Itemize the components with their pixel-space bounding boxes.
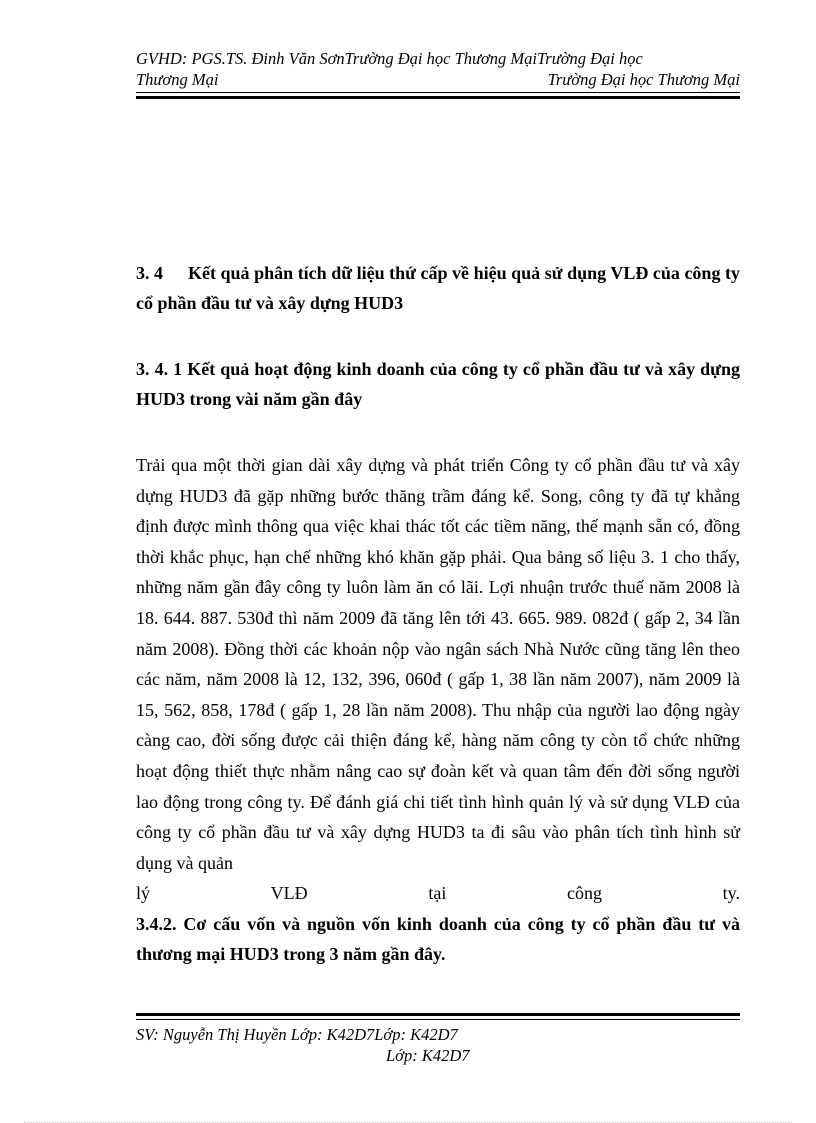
footer-rule-thin bbox=[136, 1019, 740, 1020]
header-rule-thin bbox=[136, 92, 740, 93]
footer-line-1: SV: Nguyễn Thị Huyền Lớp: K42D7Lớp: K42D7 bbox=[136, 1025, 458, 1044]
last-line-word: lý bbox=[136, 883, 151, 904]
last-line-word: VLĐ bbox=[270, 883, 308, 904]
body-paragraph bbox=[136, 450, 740, 969]
section-3-4-number: 3. 4 bbox=[136, 263, 163, 283]
section-3-4-1-heading bbox=[136, 354, 740, 414]
footer-line-2: Lớp: K42D7 bbox=[386, 1046, 470, 1065]
last-line-word: ty. bbox=[722, 883, 740, 904]
section-3-4-2-title: 3.4.2. Cơ cấu vốn và nguồn vốn kinh doanh của công ty cổ phần đầu tư và thương mại HUD3 trong 3 năm gần đây. bbox=[136, 913, 740, 964]
footer-rule-thick bbox=[136, 1013, 740, 1016]
header-line-2 bbox=[136, 69, 740, 90]
last-line-word: công bbox=[566, 883, 602, 904]
page-header bbox=[136, 48, 740, 90]
section-3-4-title: Kết quả phân tích dữ liệu thứ cấp về hiệu quả sử dụng VLĐ của công ty cổ phần đầu tư và xây dựng HUD3 bbox=[136, 263, 740, 313]
last-line-word: tại bbox=[428, 883, 447, 904]
header-line-2-right: Trường Đại học Thương Mại bbox=[547, 70, 740, 89]
section-3-4-1-title: 3. 4. 1 Kết quả hoạt động kinh doanh của công ty cổ phần đầu tư và xây dựng HUD3 trong vài năm gần đây bbox=[136, 359, 740, 409]
paragraph-last-line bbox=[136, 878, 740, 909]
section-3-4-heading bbox=[136, 258, 740, 318]
paragraph-text: Trải qua một thời gian dài xây dựng và phát triển Công ty cổ phần đầu tư và xây dựng HUD3 đã gặp những bước thăng trầm đáng kể. Song, công ty đã tự khẳng định được mình thông qua việc khai thác tốt các tiềm năng, thế mạnh sẵn có, đồng thời khắc phục, hạn chế những khó khăn gặp phải. Qua bảng số liệu 3. 1 cho thấy, những năm gần đây công ty luôn làm ăn có lãi. Lợi nhuận trước thuế năm 2008 là 18. 644. 887. 530đ thì năm 2009 đã tăng lên tới 43. 665. 989. 082đ ( gấp 2, 34 lần năm 2008). Đồng thời các khoản nộp vào ngân sách Nhà Nước cũng tăng lên theo các năm, năm 2008 là 12, 132, 396, 060đ ( gấp 1, 38 lần năm 2007), năm 2009 là 15, 562, 858, 178đ ( gấp 1, 28 lần năm 2008). Thu nhập của người lao động ngày càng cao, đời sống được cải thiện đáng kể, hàng năm công ty còn tổ chức những hoạt động thiết thực nhằm nâng cao sự đoàn kết và quan tâm đến đời sống người lao động trong công ty. Để đánh giá chi tiết tình hình quản lý và sử dụng VLĐ của công ty cổ phần đầu tư và xây dựng HUD3 ta đi sâu vào phân tích tình hình sử dụng và quản bbox=[136, 455, 740, 873]
page-footer bbox=[136, 1024, 740, 1066]
header-line-2-left: Thương Mại bbox=[136, 70, 219, 89]
header-line-1: GVHD: PGS.TS. Đinh Văn SơnTrường Đại học Thương MạiTrường Đại học bbox=[136, 49, 643, 68]
header-rule-thick bbox=[136, 96, 740, 99]
